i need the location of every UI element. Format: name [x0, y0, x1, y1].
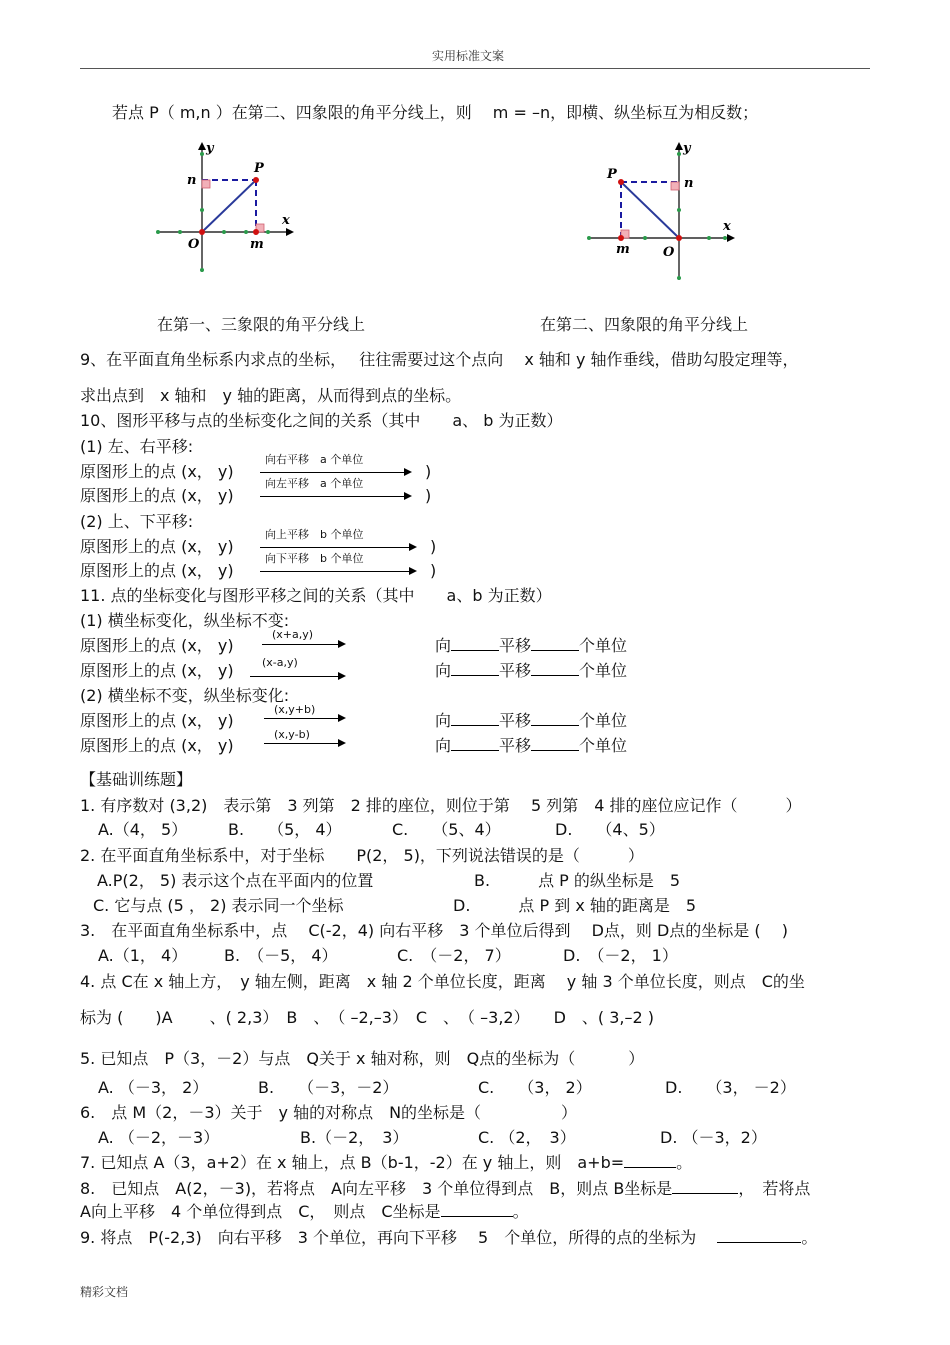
q1-option-b[interactable]: B. （5， 4） [228, 820, 342, 839]
s10-sub1: (1) 左、右平移: [80, 437, 194, 456]
q1-option-c[interactable]: C. （5、4） [392, 820, 501, 839]
s10-row3-arrow [260, 547, 415, 548]
s10-row1-text: 原图形上的点 (x， y) [80, 462, 234, 481]
q3-option-c[interactable]: C. （－2， 7） [397, 946, 511, 965]
s11-row4-fill-move: 平移 [499, 736, 532, 755]
q9-text: 9. 将点 P(-2,3) 向右平移 3 个单位，再向下平移 5 个单位，所得的点的坐标为 [80, 1228, 697, 1247]
s11-row2-fill-move: 平移 [499, 661, 532, 680]
s10-row2-end: ) [425, 486, 432, 505]
s11-row4-blank-units[interactable] [531, 736, 579, 751]
s11-row1-fill-dir: 向 [435, 636, 452, 655]
left-fig-x-label: x [282, 213, 290, 228]
q2-option-b[interactable]: B. 点 P 的纵坐标是 5 [474, 871, 681, 890]
s11-row4-label: (x,y-b) [274, 728, 310, 741]
q2-option-a[interactable]: A.P(2， 5) 表示这个点在平面内的位置 [97, 871, 374, 890]
q2-option-c[interactable]: C. 它与点 (5 ， 2) 表示同一个坐标 [93, 896, 344, 915]
q5-option-c[interactable]: C. （3， 2） [478, 1078, 592, 1097]
s11-row4-text: 原图形上的点 (x， y) [80, 736, 234, 755]
s10-row4-arrow [260, 571, 415, 572]
figure-second-fourth-bisector [585, 140, 745, 285]
left-fig-o-label: O [188, 237, 200, 252]
q2-text: 2. 在平面直角坐标系中，对于坐标 P(2， 5)，下列说法错误的是（ ） [80, 846, 644, 865]
q6-option-c[interactable]: C. （2， 3） [478, 1128, 576, 1147]
s10-title: 10、图形平移与点的坐标变化之间的关系（其中 a、 b 为正数） [80, 411, 563, 430]
s11-row2-fill [435, 661, 627, 681]
q7-answer-blank[interactable] [624, 1153, 676, 1168]
s10-row4-end: ) [430, 561, 437, 580]
q6-option-b[interactable]: B.（－2， 3） [300, 1128, 409, 1147]
s11-row3-fill [435, 711, 627, 731]
q8-answer-blank-c[interactable] [441, 1202, 513, 1217]
right-fig-y-label: y [683, 141, 691, 156]
s10-row2-arrow [260, 496, 410, 497]
s10-row4-text: 原图形上的点 (x， y) [80, 561, 234, 580]
right-figure-caption: 在第二、四象限的角平分线上 [540, 315, 749, 334]
s11-row3-blank-direction[interactable] [451, 711, 499, 726]
q6-option-d[interactable]: D. （－3，2） [660, 1128, 767, 1147]
q5-text: 5. 已知点 P（3，－2）与点 Q关于 x 轴对称，则 Q点的坐标为（ ） [80, 1049, 645, 1068]
q2-option-d[interactable]: D. 点 P 到 x 轴的距离是 5 [453, 896, 697, 915]
s11-row1-fill [435, 636, 627, 656]
q5-option-d[interactable]: D. （3， －2） [665, 1078, 796, 1097]
q5-option-b[interactable]: B. （－3，－2） [258, 1078, 399, 1097]
s11-row2-arrow [250, 676, 344, 677]
right-fig-p-label: P [607, 167, 617, 182]
s11-row1-blank-direction[interactable] [451, 636, 499, 651]
right-fig-m-label: m [616, 242, 630, 257]
s10-row2-label: 向左平移 a 个单位 [265, 477, 364, 490]
s11-row3-text: 原图形上的点 (x， y) [80, 711, 234, 730]
s10-row1-label: 向右平移 a 个单位 [265, 453, 364, 466]
s10-row2-text: 原图形上的点 (x， y) [80, 486, 234, 505]
figure-first-third-bisector [150, 140, 300, 275]
q9-end: 。 [801, 1228, 818, 1247]
s11-row4-fill-unit: 个单位 [579, 736, 628, 755]
s11-sub2: (2) 横坐标不变，纵坐标变化: [80, 686, 290, 705]
page-footer-text: 精彩文档 [80, 1285, 129, 1299]
s10-row4-label: 向下平移 b 个单位 [265, 552, 364, 565]
q5-option-a[interactable]: A. （－3， 2） [98, 1078, 209, 1097]
left-figure-caption: 在第一、三象限的角平分线上 [157, 315, 366, 334]
s10-sub2: (2) 上、下平移: [80, 512, 194, 531]
right-fig-n-label: n [684, 176, 694, 191]
page-header-title: 实用标准文案 [432, 49, 505, 63]
left-fig-n-label: n [187, 173, 197, 188]
s11-row1-text: 原图形上的点 (x， y) [80, 636, 234, 655]
q3-option-d[interactable]: D. （－2， 1） [563, 946, 678, 965]
s11-row1-fill-unit: 个单位 [579, 636, 628, 655]
q8-text1: 8. 已知点 A(2，－3)，若将点 A向左平移 3 个单位得到点 B，则点 B坐标是 [80, 1179, 673, 1198]
s11-row1-label: (x+a,y) [272, 628, 314, 641]
right-fig-x-label: x [723, 219, 731, 234]
s10-row3-text: 原图形上的点 (x， y) [80, 537, 234, 556]
q8-text2: A向上平移 4 个单位得到点 C， 则点 C坐标是 [80, 1202, 441, 1221]
s11-row2-text: 原图形上的点 (x， y) [80, 661, 234, 680]
s11-row3-label: (x,y+b) [274, 703, 316, 716]
q6-option-a[interactable]: A. （－2，－3） [98, 1128, 220, 1147]
s11-row2-fill-unit: 个单位 [579, 661, 628, 680]
q3-option-a[interactable]: A.（1， 4） [98, 946, 188, 965]
q8-line2 [80, 1202, 529, 1222]
intro-line: 若点 P（ m,n ）在第二、四象限的角平分线上，则 m = –n，即横、纵坐标互为相反数； [112, 103, 759, 122]
q8-answer-blank-b[interactable] [672, 1179, 738, 1194]
s11-row4-fill [435, 736, 627, 756]
q1-option-d[interactable]: D. （4、5） [555, 820, 665, 839]
s11-row2-blank-units[interactable] [531, 661, 579, 676]
s11-row3-blank-units[interactable] [531, 711, 579, 726]
s11-row1-fill-move: 平移 [499, 636, 532, 655]
q4-line2: 标为 ( )A 、( 2,3） B 、 （ –2,–3） C 、 （ –3,2） D 、( 3,–2 ) [80, 1008, 655, 1027]
left-fig-p-label: P [254, 161, 264, 176]
s11-row2-fill-dir: 向 [435, 661, 452, 680]
q9-line [80, 1228, 817, 1248]
q1-option-a[interactable]: A.（4， 5） [98, 820, 188, 839]
s11-row2-blank-direction[interactable] [451, 661, 499, 676]
q3-text: 3. 在平面直角坐标系中，点 C(-2，4) 向右平移 3 个单位后得到 D点，则 D点的坐标是 ( ) [80, 921, 788, 940]
s11-row3-fill-move: 平移 [499, 711, 532, 730]
s10-row1-end: ) [425, 462, 432, 481]
s11-row4-arrow [264, 743, 344, 744]
s11-row1-arrow [262, 644, 344, 645]
q8-end: 。 [512, 1202, 529, 1221]
left-fig-y-label: y [206, 141, 214, 156]
s9-line1: 9、在平面直角坐标系内求点的坐标， 往往需要过这个点向 x 轴和 y 轴作垂线，借助勾股定理等， [80, 350, 799, 369]
s11-row1-blank-units[interactable] [531, 636, 579, 651]
s11-sub1: (1) 横坐标变化，纵坐标不变: [80, 611, 290, 630]
s11-title: 11. 点的坐标变化与图形平移之间的关系（其中 a、b 为正数） [80, 586, 552, 605]
q1-text: 1. 有序数对 (3,2) 表示第 3 列第 2 排的座位，则位于第 5 列第 4 排的座位应记作（ ） [80, 796, 802, 815]
q7-text: 7. 已知点 A（3，a+2）在 x 轴上，点 B（b-1，-2）在 y 轴上，则 a+b= [80, 1153, 625, 1172]
s11-row4-fill-dir: 向 [435, 736, 452, 755]
q7-end: 。 [676, 1153, 693, 1172]
s10-row3-label: 向上平移 b 个单位 [265, 528, 364, 541]
q8-line1 [80, 1179, 810, 1199]
s9-line2: 求出点到 x 轴和 y 轴的距离，从而得到点的坐标。 [80, 386, 462, 405]
q9-answer-blank[interactable] [717, 1228, 801, 1243]
q3-option-b[interactable]: B. （－5， 4） [224, 946, 338, 965]
q6-text: 6. 点 M（2，－3）关于 y 轴的对称点 N的坐标是（ ） [80, 1103, 578, 1122]
s11-row3-fill-unit: 个单位 [579, 711, 628, 730]
q8-mid: ， 若将点 [738, 1179, 811, 1198]
q7-line [80, 1153, 692, 1173]
s10-row1-arrow [260, 472, 410, 473]
left-fig-m-label: m [250, 237, 264, 252]
exercises-heading: 【基础训练题】 [80, 770, 193, 789]
q4-line1: 4. 点 C在 x 轴上方， y 轴左侧，距离 x 轴 2 个单位长度，距离 y 轴 3 个单位长度，则点 C的坐 [80, 972, 805, 991]
s11-row2-label: (x-a,y) [262, 656, 298, 669]
s11-row3-fill-dir: 向 [435, 711, 452, 730]
right-fig-o-label: O [663, 245, 675, 260]
s10-row3-end: ) [430, 537, 437, 556]
s11-row4-blank-direction[interactable] [451, 736, 499, 751]
s11-row3-arrow [264, 718, 344, 719]
header-rule [80, 68, 870, 69]
